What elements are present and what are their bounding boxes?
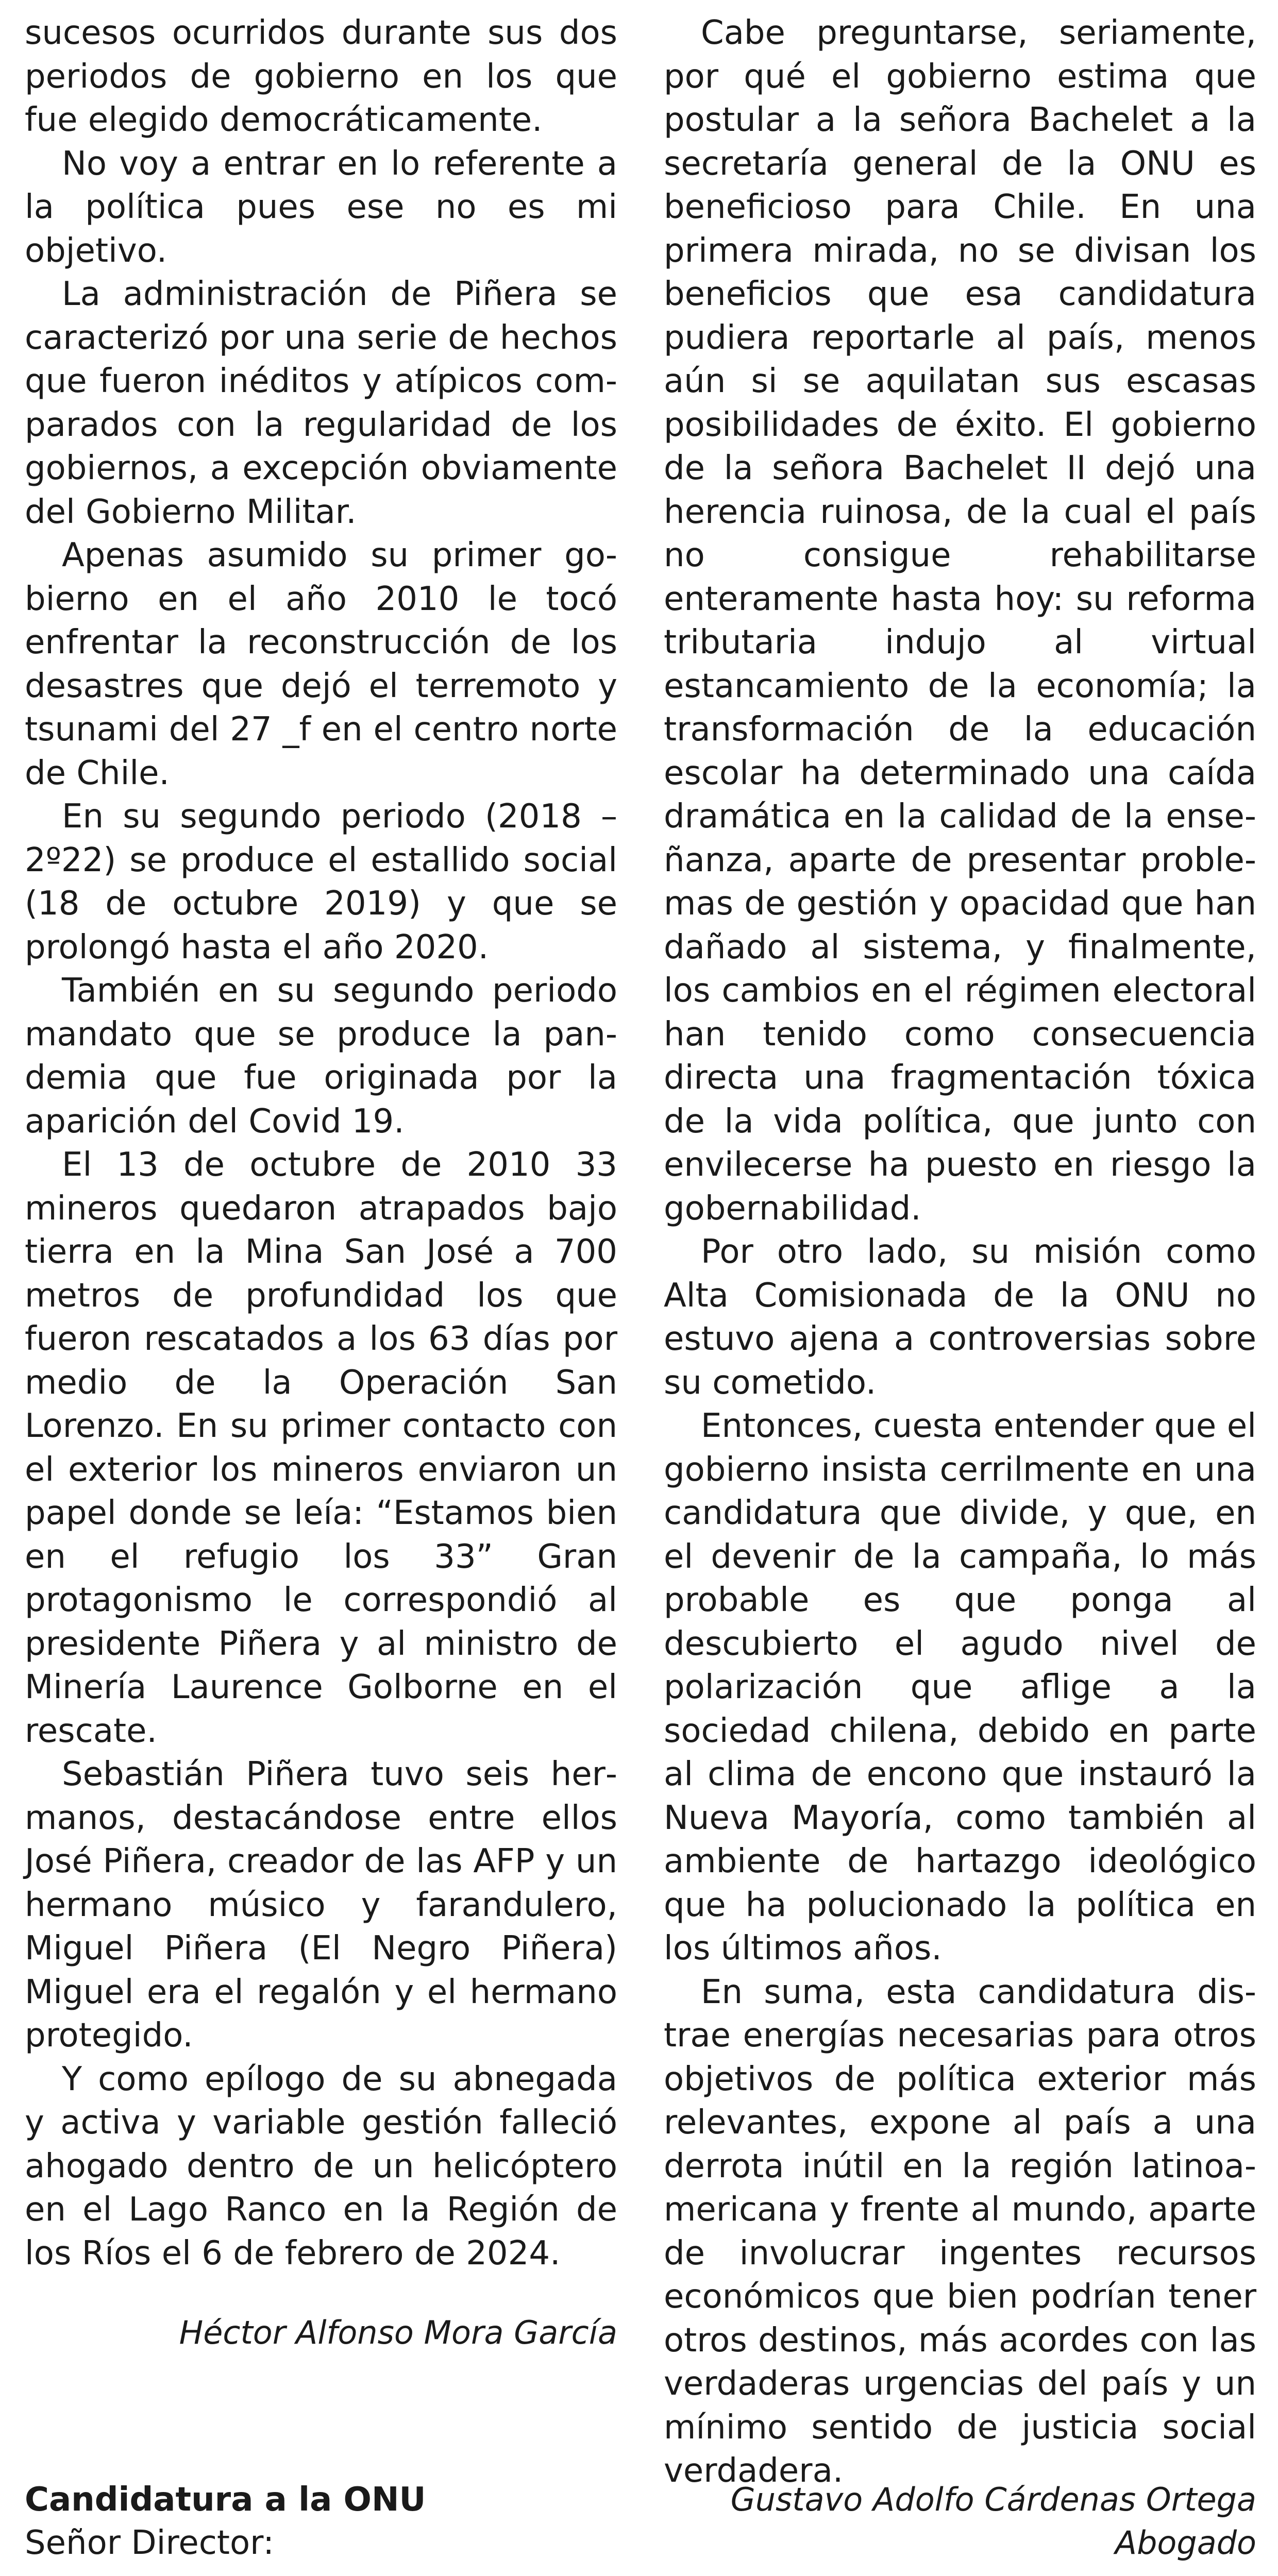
left-paragraph-4: Apenas asumido su primer gobierno en el año 2010 le tocó enfrentar la reconstrucción de los desastres que dejó el terremoto y tsunami del 27 _f en el centro norte de Chile. xyxy=(25,536,617,792)
left-paragraph-2: No voy a entrar en lo referente a la política pues ese no es mi objetivo. xyxy=(25,144,617,270)
right-paragraph-2: Por otro lado, su misión como Alta Comisionada de la ONU no estuvo ajena a controversias sobre su cometido. xyxy=(664,1233,1256,1402)
left-paragraph-8: Sebastián Piñera tuvo seis hermanos, destacándose entre ellos José Piñera, creador de las AFP y un hermano músico y farandulero, Miguel Piñera (El Negro Piñera) Miguel era el regalón y el hermano protegido. xyxy=(25,1755,617,2055)
left-paragraph-3: La administración de Piñera se caracterizó por una serie de hechos que fueron inéditos y atípicos comparados con la regularidad de los gobiernos, a excepción obviamente del Gobierno Militar. xyxy=(25,275,617,531)
left-column xyxy=(25,11,617,2275)
left-paragraph-9: Y como epílogo de su abnegada y activa y variable gestión falleció ahogado dentro de un helicóptero en el Lago Ranco en la Región de los Ríos el 6 de febrero de 2024. xyxy=(25,2060,617,2273)
right-paragraph-1: Cabe preguntarse, seriamente, por qué el gobierno estima que postular a la señora Bachelet a la secretaría general de la ONU es beneficioso para Chile. En una primera mirada, no se divisan los beneficios que esa candidatura pudiera reportarle al país, menos aún si se aquilatan sus escasas posibilidades de éxito. El gobierno de la señora Bachelet II dejó una herencia ruinosa, de la cual el país no consigue rehabilitarse enteramente hasta hoy: su reforma tributaria indujo al virtual estancamiento de la economía; la transformación de la educación escolar ha determinado una caída dramática en la calidad de la enseñanza, aparte de presentar problemas de gestión y opacidad que han dañado al sistema, y finalmente, los cambios en el régimen electoral han tenido como consecuencia directa una fragmentación tóxica de la vida política, que junto con envilecerse ha puesto en riesgo la gobernabilidad. xyxy=(664,14,1256,1228)
left-paragraph-1: sucesos ocurridos durante sus dos periodos de gobierno en los que fue elegido democráticamente. xyxy=(25,14,617,139)
right-paragraph-4: En suma, esta candidatura distrae energías necesarias para otros objetivos de política exterior más relevantes, expone al país a una derrota inútil en la región latinoamericana y frente al mundo, aparte de involucrar ingentes recursos económicos que bien podrían tener otros destinos, más acordes con las verdaderas urgencias del país y un mínimo sentido de justicia social verdadera. xyxy=(664,1973,1256,2490)
closing-signature-role: Abogado xyxy=(1115,2524,1256,2562)
left-paragraph-6: También en su segundo periodo mandato que se produce la pandemia que fue originada por la aparición del Covid 19. xyxy=(25,972,617,1141)
letter-heading xyxy=(25,2478,617,2565)
left-letter-signature: Héctor Alfonso Mora García xyxy=(179,2314,617,2351)
right-paragraph-3: Entonces, cuesta entender que el gobierno insista cerrilmente en una candidatura que divide, y que, en el devenir de la campaña, lo más probable es que ponga al descubierto el agudo nivel de polarización que aflige a la sociedad chilena, debido en parte al clima de encono que instauró la Nueva Mayoría, como también al ambiente de hartazgo ideológico que ha polucionado la política en los últimos años. xyxy=(664,1407,1256,1968)
left-paragraph-7: El 13 de octubre de 2010 33 mineros quedaron atrapados bajo tierra en la Mina San José a 700 metros de profundidad los que fueron rescatados a los 63 días por medio de la Operación San Lorenzo. En su primer contacto con el exterior los mineros enviaron un papel donde se leía: “Estamos bien en el refugio los 33” Gran protagonismo le correspondió al presidente Piñera y al ministro de Minería Laurence Golborne en el rescate. xyxy=(25,1146,617,1750)
left-paragraph-5: En su segundo periodo (2018 – 2º22) se produce el estallido social (18 de octubre 2019) y que se prolongó hasta el año 2020. xyxy=(25,798,617,967)
closing-signature-name: Gustavo Adolfo Cárdenas Ortega xyxy=(730,2481,1256,2518)
closing-signature-block xyxy=(664,2478,1256,2565)
letter-title: Candidatura a la ONU xyxy=(25,2481,426,2519)
right-column xyxy=(664,11,1256,2493)
letter-salutation: Señor Director: xyxy=(25,2524,274,2562)
